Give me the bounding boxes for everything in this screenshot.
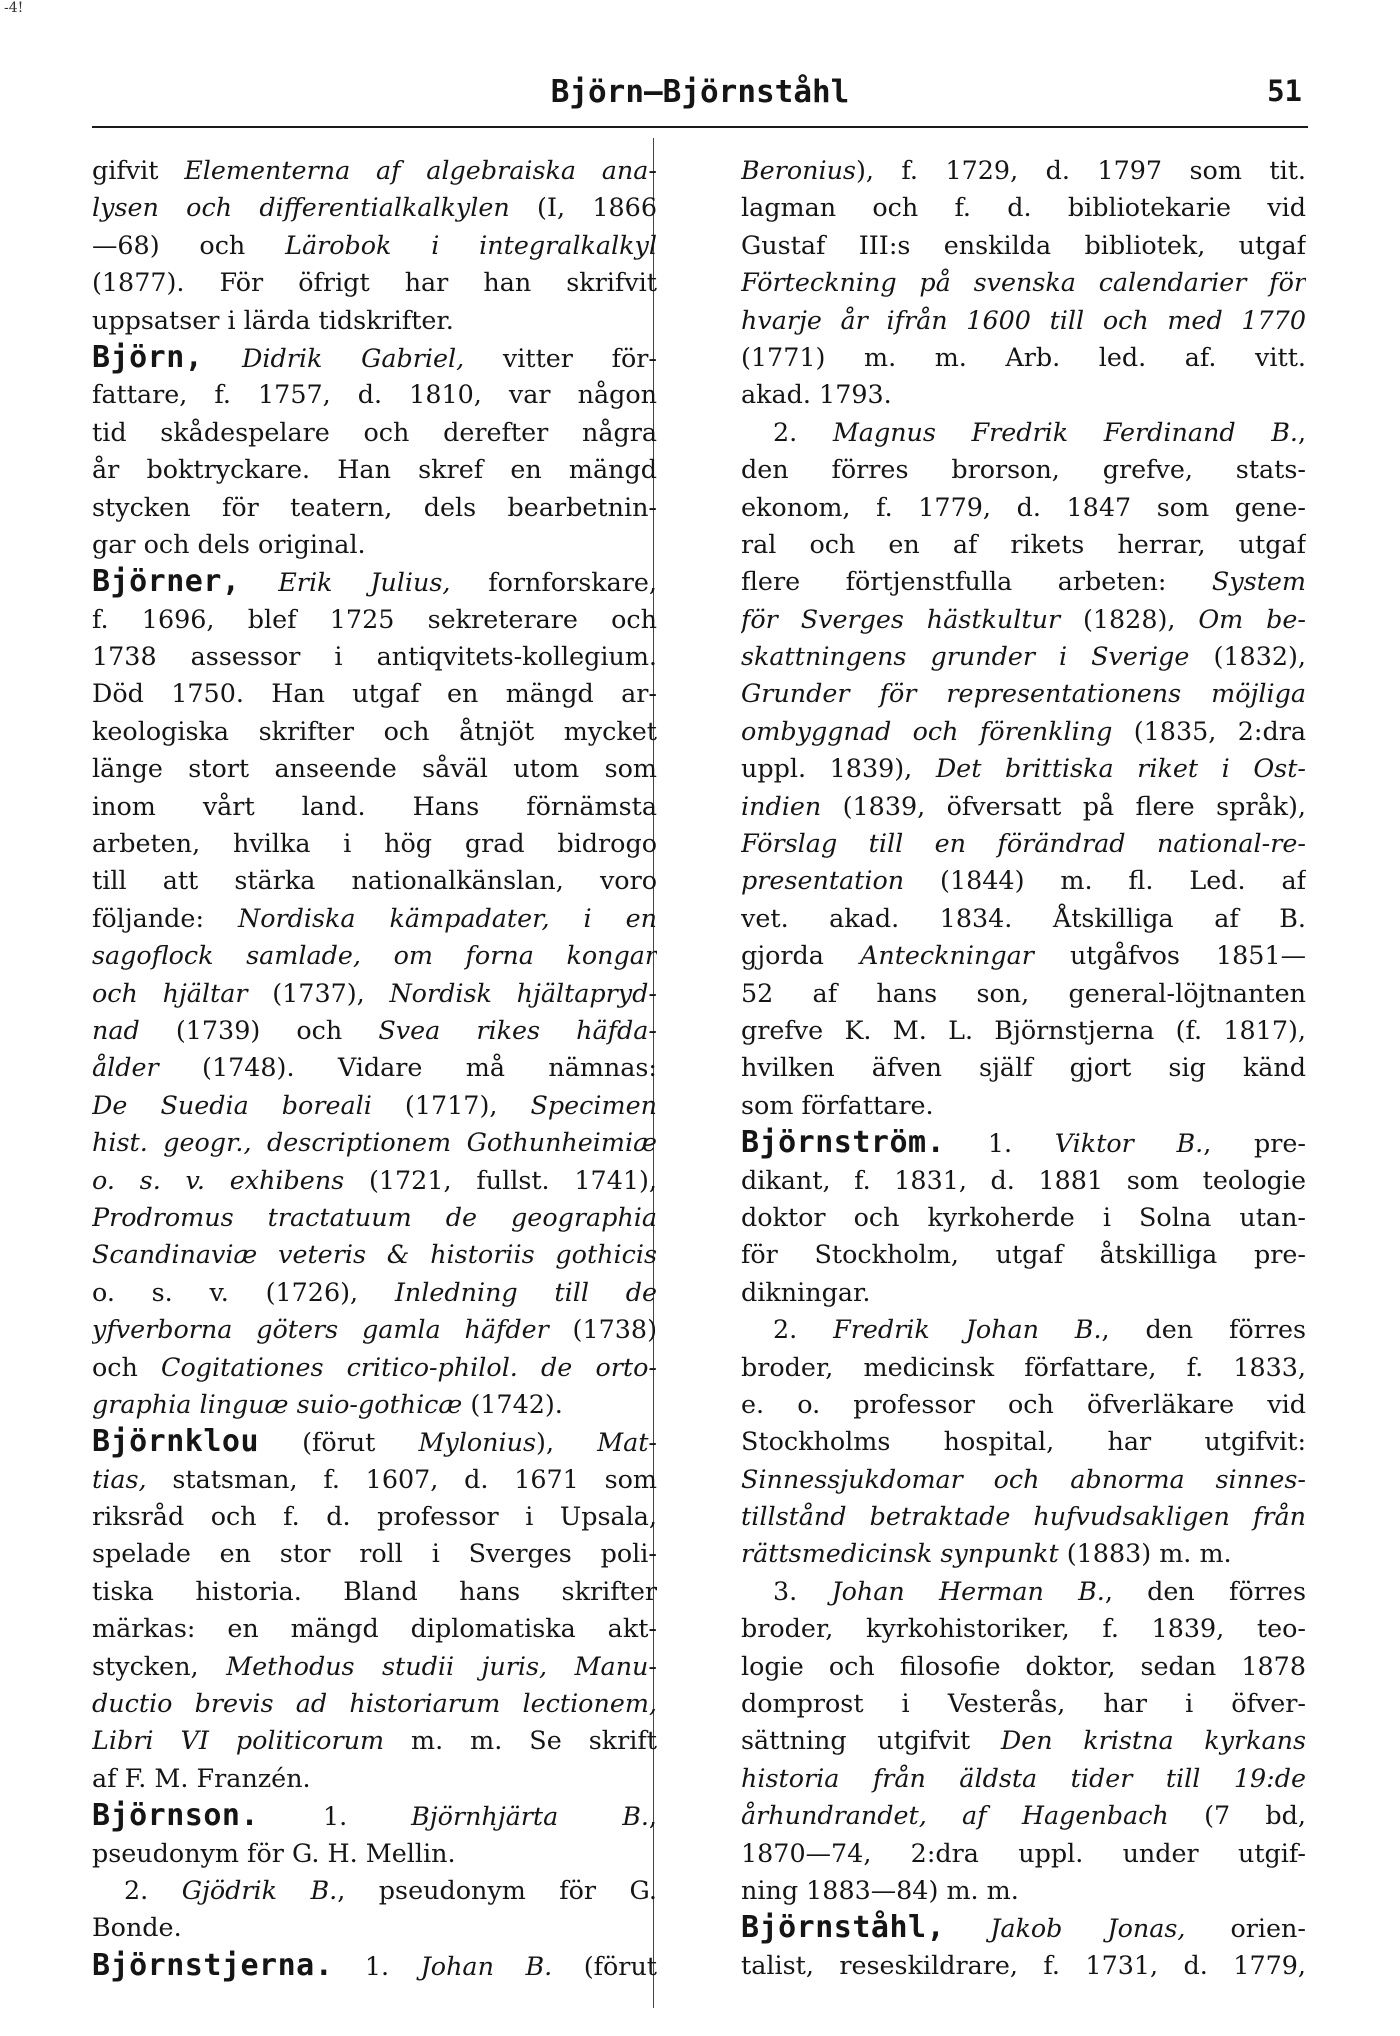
text-line <box>92 750 657 787</box>
text-span: —68) och <box>92 229 286 260</box>
text-line <box>741 1685 1306 1722</box>
text-span: den förres brorson, grefve, stats- <box>741 454 1306 485</box>
text-line <box>741 1872 1306 1909</box>
text-span: f. 1696, blef 1725 sekreterare och <box>92 603 657 634</box>
text-span: ning 1883—84) m. m. <box>741 1874 1019 1905</box>
text-line <box>92 339 657 376</box>
italic-text: och hjältar <box>92 977 248 1008</box>
text-line <box>92 376 657 413</box>
text-line <box>92 601 657 638</box>
text-line <box>741 638 1306 675</box>
italic-text: Förslag till en förändrad national-re- <box>741 828 1306 859</box>
text-line <box>741 1909 1306 1946</box>
text-span: stycken för teatern, dels bearbetnin- <box>92 491 657 522</box>
text-line <box>741 451 1306 488</box>
text-span: , den förres <box>1101 1314 1306 1345</box>
italic-text: Sinnessjukdomar och abnorma sinnes- <box>741 1463 1306 1494</box>
text-span: (1738) <box>548 1314 657 1345</box>
text-line <box>92 1162 657 1199</box>
text-span: 1870—74, 2:dra uppl. under utgif- <box>741 1837 1306 1868</box>
text-line <box>741 900 1306 937</box>
text-line <box>741 264 1306 301</box>
text-line <box>92 1722 657 1759</box>
text-span: till att stärka nationalkänslan, voro <box>92 865 657 896</box>
text-span: talist, reseskildrare, f. 1731, d. 1779, <box>741 1949 1306 1980</box>
entry-headword: Björnson. <box>92 1798 260 1834</box>
text-line <box>741 601 1306 638</box>
text-span: Gustaf III:s enskilda bibliotek, utgaf <box>741 229 1306 260</box>
text-line <box>741 1124 1306 1161</box>
italic-text: Viktor B. <box>1054 1128 1204 1159</box>
text-span: orien- <box>1185 1913 1306 1944</box>
text-span: riksråd och f. d. professor i Upsala, <box>92 1501 657 1532</box>
text-line <box>92 1274 657 1311</box>
text-span: 3. <box>773 1575 832 1606</box>
text-line <box>92 1648 657 1685</box>
text-line <box>741 975 1306 1012</box>
text-span: lagman och f. d. bibliotekarie vid <box>741 192 1306 223</box>
italic-text: Det brittiska riket i Ost- <box>935 753 1306 784</box>
text-line <box>741 750 1306 787</box>
italic-text: Inledning till de <box>394 1276 657 1307</box>
text-span: (1717), <box>371 1089 531 1120</box>
italic-text: Björnhjärta B. <box>411 1801 649 1832</box>
text-span: Bonde. <box>92 1912 182 1943</box>
text-span: och <box>92 1351 162 1382</box>
italic-text: Scandinaviæ veteris & historiis gothicis <box>92 1239 657 1270</box>
text-line <box>92 1087 657 1124</box>
italic-text: lysen och differentialkalkylen <box>92 192 510 223</box>
text-line <box>92 937 657 974</box>
text-line <box>92 1872 657 1909</box>
text-line <box>741 1760 1306 1797</box>
text-line <box>741 713 1306 750</box>
text-span: för Stockholm, utgaf åtskilliga pre- <box>741 1239 1306 1270</box>
text-line <box>741 1722 1306 1759</box>
right-column <box>741 152 1306 1984</box>
text-line <box>741 1461 1306 1498</box>
entry-headword: Björnstjerna. <box>92 1947 334 1983</box>
text-span <box>203 343 242 373</box>
italic-text: Prodromus tractatuum de geographia <box>92 1201 657 1232</box>
italic-text: ductio brevis ad historiarum lectionem, <box>92 1688 657 1719</box>
text-line <box>741 1087 1306 1124</box>
italic-text: Fredrik Johan B. <box>833 1314 1102 1345</box>
text-span: o. s. v. (1726), <box>92 1276 395 1307</box>
text-span: (1844) m. fl. Led. af <box>904 865 1306 896</box>
text-line <box>741 1498 1306 1535</box>
text-span: (1839, öfversatt på flere språk), <box>821 790 1306 821</box>
text-span: sättning utgifvit <box>741 1725 1001 1756</box>
text-line <box>741 1535 1306 1572</box>
entry-headword: Björnklou <box>92 1424 260 1460</box>
text-span: akad. 1793. <box>741 379 892 410</box>
text-line <box>741 675 1306 712</box>
text-line <box>741 1797 1306 1834</box>
text-span: keologiska skrifter och åtnjöt mycket <box>92 715 657 746</box>
italic-text: Anteckningar <box>860 940 1034 971</box>
italic-text: System <box>1211 566 1306 597</box>
text-span: utgåfvos 1851— <box>1033 940 1306 971</box>
text-span: uppsatser i lärda tidskrifter. <box>92 304 454 335</box>
text-span: tid skådespelare och derefter några <box>92 416 657 447</box>
text-span: (1721, fullst. 1741), <box>344 1164 657 1195</box>
text-span: 1. <box>259 1801 412 1832</box>
italic-text: Cogitationes critico-philol. de orto- <box>161 1351 657 1382</box>
italic-text: rättsmedicinsk synpunkt <box>741 1538 1059 1569</box>
italic-text: sagoflock samlade, om forna kongar <box>92 940 657 971</box>
text-span: uppl. 1839), <box>741 753 936 784</box>
text-line <box>741 1274 1306 1311</box>
italic-text: Jakob Jonas, <box>990 1913 1186 1944</box>
text-line <box>741 1573 1306 1610</box>
text-line <box>92 489 657 526</box>
text-span: 1738 assessor i antiqvitets-kollegium. <box>92 641 657 672</box>
text-span: 2. <box>773 416 833 447</box>
text-span: gjorda <box>741 940 860 971</box>
text-line <box>92 1349 657 1386</box>
text-line <box>741 339 1306 376</box>
text-span: , den förres <box>1104 1575 1306 1606</box>
text-line <box>92 414 657 451</box>
text-line <box>92 189 657 226</box>
text-line <box>92 1685 657 1722</box>
italic-text: yfverborna göters gamla häfder <box>92 1314 549 1345</box>
italic-text: Erik Julius, <box>278 567 451 598</box>
text-span: tiska historia. Bland hans skrifter <box>92 1575 657 1606</box>
text-line <box>92 1909 657 1946</box>
text-span: gifvit <box>92 155 185 185</box>
text-line <box>92 1947 657 1984</box>
italic-text: Magnus Fredrik Ferdinand B. <box>832 416 1298 447</box>
italic-text: Svea rikes häfda- <box>378 1014 657 1045</box>
italic-text: Förteckning på svenska calendarier för <box>741 267 1306 298</box>
text-span: 2. <box>773 1314 834 1345</box>
text-span: broder, kyrkohistoriker, f. 1839, teo- <box>741 1613 1306 1644</box>
text-line <box>92 1199 657 1236</box>
italic-text: tias, <box>92 1463 147 1494</box>
text-span: 1. <box>333 1950 421 1981</box>
text-span: , <box>1297 416 1306 447</box>
text-line <box>92 1386 657 1423</box>
italic-text: Den kristna kyrkans <box>1000 1725 1306 1756</box>
italic-text: graphia linguæ suio-gothicæ <box>92 1388 463 1419</box>
left-column <box>92 152 657 1984</box>
text-line <box>92 1797 657 1834</box>
text-line <box>741 1349 1306 1386</box>
text-span: hvilken äfven själf gjort sig känd <box>741 1052 1306 1083</box>
italic-text: indien <box>741 790 822 821</box>
text-line <box>741 1947 1306 1984</box>
italic-text: historia från äldsta tider till 19:de <box>741 1762 1306 1793</box>
text-line <box>92 1124 657 1161</box>
text-span: ), f. 1729, d. 1797 som tit. <box>855 155 1306 185</box>
text-span: inom vårt land. Hans förnämsta <box>92 790 657 821</box>
text-span: af F. M. Franzén. <box>92 1762 311 1793</box>
text-span: (1748). Vidare må nämnas: <box>158 1052 657 1083</box>
text-span: som författare. <box>741 1089 934 1120</box>
text-span: (1835, 2:dra <box>1112 715 1306 746</box>
text-line <box>741 1236 1306 1273</box>
italic-text: århundrandet, af Hagenbach <box>741 1800 1169 1831</box>
text-span: vitter för- <box>464 342 657 373</box>
text-line <box>741 1012 1306 1049</box>
italic-text: Mylonius <box>418 1427 537 1458</box>
text-span: (1771) m. m. Arb. led. af. vitt. <box>741 341 1306 372</box>
text-line <box>92 1049 657 1086</box>
text-span: (I, 1866 <box>509 192 657 223</box>
text-line <box>92 1498 657 1535</box>
italic-text: nad <box>92 1014 140 1045</box>
text-line <box>92 1760 657 1797</box>
italic-text: hvarje år ifrån 1600 till och med 1770 <box>741 304 1306 335</box>
text-span: (1742). <box>462 1388 563 1419</box>
italic-text: Didrik Gabriel, <box>242 342 465 373</box>
text-span: gar och dels original. <box>92 528 366 559</box>
italic-text: Libri VI politicorum <box>92 1725 385 1756</box>
text-line <box>92 788 657 825</box>
text-line <box>92 638 657 675</box>
text-span: 2. <box>124 1874 182 1905</box>
entry-headword: Björn, <box>92 339 204 375</box>
entry-headword: Björnström. <box>741 1125 946 1161</box>
text-line <box>92 1573 657 1610</box>
text-line <box>741 1610 1306 1647</box>
text-span: , <box>648 1801 657 1832</box>
text-line <box>741 526 1306 563</box>
text-span: e. o. professor och öfverläkare vid <box>741 1388 1306 1419</box>
italic-text: Mat- <box>597 1427 657 1458</box>
text-span: Död 1750. Han utgaf en mängd ar- <box>92 678 657 709</box>
text-span: (1828), <box>1060 603 1199 634</box>
text-span: 1. <box>945 1128 1055 1159</box>
text-span: arbeten, hvilka i hög grad bidrogo <box>92 828 657 859</box>
text-span: spelade en stor roll i Sverges poli- <box>92 1538 657 1569</box>
text-span: Stockholms hospital, har utgifvit: <box>741 1426 1306 1457</box>
text-line <box>92 526 657 563</box>
text-line <box>92 1236 657 1273</box>
text-span: (förut <box>552 1950 657 1981</box>
text-span: pseudonym för G. H. Mellin. <box>92 1837 456 1868</box>
text-span: följande: <box>92 902 238 933</box>
text-span: (förut <box>259 1427 419 1458</box>
text-span: doktor och kyrkoherde i Solna utan- <box>741 1201 1306 1232</box>
italic-text: Grunder för representationens möjliga <box>741 678 1306 709</box>
text-span: m. m. Se skrift <box>384 1725 657 1756</box>
text-line <box>92 1610 657 1647</box>
text-line <box>92 152 657 189</box>
running-header <box>92 56 1308 128</box>
text-line <box>92 451 657 488</box>
text-span: (7 bd, <box>1168 1800 1306 1831</box>
text-span: vet. akad. 1834. Åtskilliga af B. <box>741 902 1306 933</box>
text-line <box>741 1386 1306 1423</box>
text-line <box>741 1423 1306 1460</box>
text-line <box>741 489 1306 526</box>
text-span: 52 af hans son, general-löjtnanten <box>741 977 1306 1008</box>
text-line <box>92 713 657 750</box>
text-span: år boktryckare. Han skref en mängd <box>92 454 657 485</box>
text-line <box>92 975 657 1012</box>
text-span: flere förtjenstfulla arbeten: <box>741 566 1212 597</box>
text-span: , pseudonym för G. <box>337 1874 657 1905</box>
page-number: 51 <box>1267 74 1302 108</box>
text-line <box>741 1049 1306 1086</box>
italic-text: Nordiska kämpadater, i en <box>237 902 657 933</box>
italic-text: Elementerna af algebraiska ana- <box>184 155 657 185</box>
italic-text: skattningens grunder i Sverige <box>741 641 1190 672</box>
italic-text: Beronius <box>741 155 856 185</box>
italic-text: Nordisk hjältapryd- <box>389 977 657 1008</box>
text-line <box>741 376 1306 413</box>
text-line <box>741 1311 1306 1348</box>
text-span: domprost i Vesterås, har i öfver- <box>741 1688 1306 1719</box>
text-line <box>741 414 1306 451</box>
text-line <box>92 1423 657 1460</box>
text-line <box>741 152 1306 189</box>
text-span: grefve K. M. L. Björnstjerna (f. 1817), <box>741 1014 1306 1045</box>
text-line <box>92 825 657 862</box>
text-line <box>92 563 657 600</box>
italic-text: presentation <box>741 865 905 896</box>
text-line <box>741 302 1306 339</box>
text-line <box>741 1162 1306 1199</box>
text-line <box>741 1648 1306 1685</box>
text-line <box>92 1835 657 1872</box>
text-span: dikningar. <box>741 1276 871 1307</box>
text-span: (1832), <box>1189 641 1306 672</box>
text-span: stycken, <box>92 1650 227 1681</box>
text-line <box>741 862 1306 899</box>
text-line <box>92 264 657 301</box>
text-line <box>741 937 1306 974</box>
italic-text: Om be- <box>1198 603 1306 634</box>
text-span: länge stort anseende såväl utom som <box>92 753 657 784</box>
italic-text: ålder <box>92 1052 159 1083</box>
italic-text: tillstånd betraktade hufvudsakligen från <box>741 1501 1306 1532</box>
text-span: dikant, f. 1831, d. 1881 som teologie <box>741 1164 1306 1195</box>
text-span: fornforskare, <box>450 567 657 598</box>
text-line <box>741 788 1306 825</box>
italic-text: ombyggnad och förenkling <box>741 715 1113 746</box>
text-line <box>92 302 657 339</box>
text-line <box>741 1835 1306 1872</box>
text-line <box>92 675 657 712</box>
text-span: (1883) m. m. <box>1058 1538 1232 1569</box>
italic-text: hist. geogr., descriptionem Gothunheimiæ <box>92 1127 657 1158</box>
italic-text: Johan Herman B. <box>831 1575 1105 1606</box>
italic-text: Specimen <box>530 1089 657 1120</box>
text-span: , pre- <box>1203 1128 1306 1159</box>
italic-text: för Sverges hästkultur <box>741 603 1061 634</box>
text-line <box>92 1012 657 1049</box>
text-line <box>741 1199 1306 1236</box>
text-line <box>92 1461 657 1498</box>
text-span: fattare, f. 1757, d. 1810, var någon <box>92 379 657 410</box>
italic-text: o. s. v. exhibens <box>92 1164 345 1195</box>
text-span: logie och filosofie doktor, sedan 1878 <box>741 1650 1306 1681</box>
text-line <box>92 900 657 937</box>
text-span <box>945 1913 990 1943</box>
header-title: Björn—Björnståhl <box>550 74 850 110</box>
text-span: statsman, f. 1607, d. 1671 som <box>146 1463 657 1494</box>
text-line <box>92 1311 657 1348</box>
text-span: (1737), <box>247 977 390 1008</box>
text-span: (1877). För öfrigt har han skrifvit <box>92 267 657 298</box>
text-span: ), <box>536 1427 598 1458</box>
text-line <box>741 227 1306 264</box>
italic-text: Gjödrik B. <box>181 1874 338 1905</box>
text-line <box>92 227 657 264</box>
text-span: broder, medicinsk författare, f. 1833, <box>741 1351 1306 1382</box>
italic-text: Lärobok i integralkalkyl <box>285 229 657 260</box>
entry-headword: Björnståhl, <box>741 1910 946 1946</box>
page-corner-mark: -4! <box>4 0 24 16</box>
text-span: märkas: en mängd diplomatiska akt- <box>92 1613 657 1644</box>
text-line <box>741 825 1306 862</box>
italic-text: De Suedia boreali <box>92 1089 372 1120</box>
text-line <box>741 563 1306 600</box>
text-span: (1739) och <box>139 1014 379 1045</box>
text-span <box>241 567 279 597</box>
text-line <box>741 189 1306 226</box>
text-line <box>92 862 657 899</box>
text-span: ekonom, f. 1779, d. 1847 som gene- <box>741 491 1306 522</box>
text-line <box>92 1535 657 1572</box>
entry-headword: Björner, <box>92 564 241 600</box>
italic-text: Methodus studii juris, Manu- <box>226 1650 657 1681</box>
text-span: ral och en af rikets herrar, utgaf <box>741 528 1306 559</box>
italic-text: Johan B. <box>420 1950 553 1981</box>
